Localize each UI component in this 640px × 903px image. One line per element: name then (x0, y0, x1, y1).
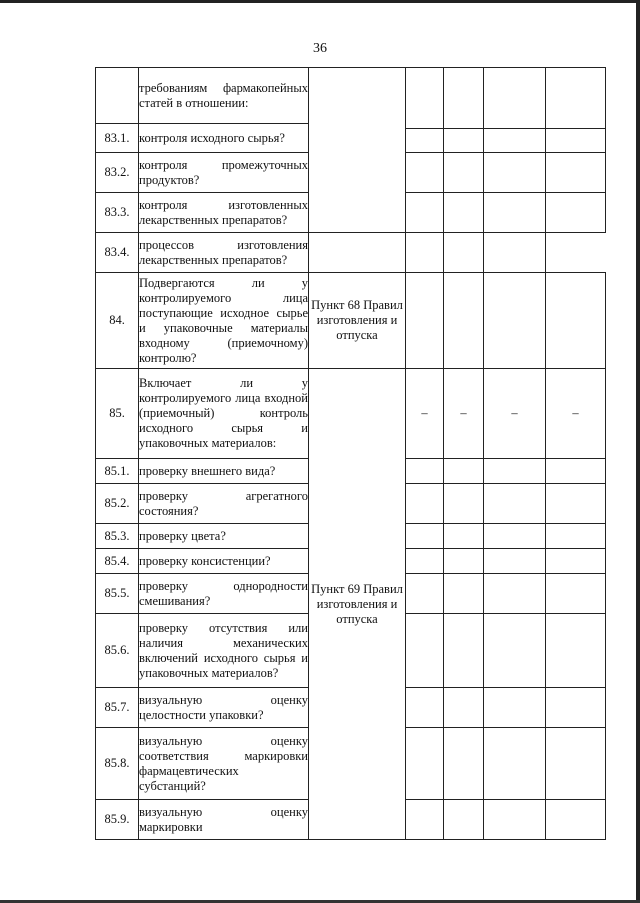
question-text: проверку внешнего вида? (139, 459, 309, 484)
answer-cell-yes[interactable] (406, 524, 444, 549)
row-number: 83.1. (96, 124, 139, 153)
answer-cell-note[interactable] (546, 549, 606, 574)
question-text: Подвергаются ли у контролируемого лица поступающие исходное сырье и упаковочные материалы входному (приемочному) контролю? (139, 273, 309, 369)
answer-cell-na[interactable] (484, 459, 546, 484)
answer-cell-yes[interactable] (406, 574, 444, 614)
table-row (96, 273, 606, 369)
row-number: 85.4. (96, 549, 139, 574)
answer-cell-no[interactable] (444, 728, 484, 800)
answer-cell-na[interactable] (484, 800, 546, 840)
answer-dash: – (406, 369, 444, 459)
row-number: 83.4. (96, 233, 139, 273)
answer-cell-no[interactable] (444, 614, 484, 688)
question-text: проверку однородности смешивания? (139, 574, 309, 614)
answer-cell-yes[interactable] (406, 549, 444, 574)
answer-cell-no[interactable] (444, 129, 484, 153)
answer-cell-yes[interactable] (406, 153, 444, 193)
answer-cell-yes[interactable] (406, 129, 444, 153)
scan-edge-top (0, 0, 640, 3)
answer-cell-note[interactable] (546, 153, 606, 193)
row-number: 85.1. (96, 459, 139, 484)
answer-cell-no[interactable] (406, 233, 444, 273)
answer-cell-na[interactable] (484, 688, 546, 728)
row-number: 85.8. (96, 728, 139, 800)
answer-cell-no[interactable] (444, 524, 484, 549)
answer-cell-no[interactable] (444, 273, 484, 369)
question-text: проверку цвета? (139, 524, 309, 549)
row-number: 85.3. (96, 524, 139, 549)
question-text: контроля изготовленных лекарственных препаратов? (139, 193, 309, 233)
answer-cell-note[interactable] (546, 688, 606, 728)
answer-cell-note[interactable] (546, 273, 606, 369)
question-text: проверку отсутствия или наличия механических включений исходного сырья и упаковочных материалов? (139, 614, 309, 688)
question-text: Включает ли у контролируемого лица входной (приемочный) контроль исходного сырья и упаковочных материалов: (139, 369, 309, 459)
answer-cell-na[interactable] (484, 273, 546, 369)
answer-cell-yes[interactable] (406, 68, 444, 129)
answer-cell-na[interactable] (484, 484, 546, 524)
question-text: контроля промежуточных продуктов? (139, 153, 309, 193)
answer-dash: – (484, 369, 546, 459)
question-text: визуальную оценку маркировки (139, 800, 309, 840)
answer-cell-na[interactable] (484, 68, 546, 129)
answer-cell-note[interactable] (546, 800, 606, 840)
answer-cell-yes[interactable] (309, 233, 406, 273)
answer-cell-note[interactable] (484, 233, 546, 273)
answer-cell-note[interactable] (546, 728, 606, 800)
scan-edge-right (636, 0, 640, 903)
answer-cell-na[interactable] (484, 614, 546, 688)
reference-cell: Пункт 69 Правил изготовления и отпуска (309, 369, 406, 840)
answer-cell-note[interactable] (546, 459, 606, 484)
question-text: визуальную оценку соответствия маркировки фармацевтических субстанций? (139, 728, 309, 800)
answer-cell-yes[interactable] (406, 800, 444, 840)
answer-cell-no[interactable] (444, 800, 484, 840)
answer-cell-note[interactable] (546, 193, 606, 233)
answer-cell-yes[interactable] (406, 614, 444, 688)
page-number: 36 (313, 41, 327, 56)
answer-cell-no[interactable] (444, 459, 484, 484)
row-number: 85. (96, 369, 139, 459)
answer-cell-no[interactable] (444, 688, 484, 728)
question-text: визуальную оценку целостности упаковки? (139, 688, 309, 728)
row-number (96, 68, 139, 124)
row-number: 83.3. (96, 193, 139, 233)
answer-cell-na[interactable] (444, 233, 484, 273)
row-number: 85.7. (96, 688, 139, 728)
answer-cell-na[interactable] (484, 129, 546, 153)
row-number: 85.6. (96, 614, 139, 688)
row-number: 83.2. (96, 153, 139, 193)
answer-cell-yes[interactable] (406, 688, 444, 728)
answer-cell-no[interactable] (444, 153, 484, 193)
answer-cell-na[interactable] (484, 193, 546, 233)
answer-cell-note[interactable] (546, 484, 606, 524)
answer-cell-note[interactable] (546, 574, 606, 614)
answer-cell-na[interactable] (484, 524, 546, 549)
answer-cell-no[interactable] (444, 549, 484, 574)
answer-dash: – (546, 369, 606, 459)
answer-cell-no[interactable] (444, 574, 484, 614)
reference-cell (309, 68, 406, 233)
answer-cell-yes[interactable] (406, 193, 444, 233)
answer-cell-na[interactable] (484, 549, 546, 574)
answer-dash: – (444, 369, 484, 459)
answer-cell-na[interactable] (484, 153, 546, 193)
question-text: требованиям фармакопейных статей в отношении: (139, 68, 309, 124)
reference-cell: Пункт 68 Правил изготовления и отпуска (309, 273, 406, 369)
row-number: 84. (96, 273, 139, 369)
answer-cell-note[interactable] (546, 614, 606, 688)
question-text: процессов изготовления лекарственных препаратов? (139, 233, 309, 273)
answer-cell-no[interactable] (444, 193, 484, 233)
answer-cell-note[interactable] (546, 68, 606, 129)
answer-cell-yes[interactable] (406, 273, 444, 369)
row-number: 85.9. (96, 800, 139, 840)
question-text: контроля исходного сырья? (139, 124, 309, 153)
answer-cell-note[interactable] (546, 524, 606, 549)
answer-cell-na[interactable] (484, 574, 546, 614)
row-number: 85.2. (96, 484, 139, 524)
table-row (96, 233, 606, 273)
checklist-table (95, 67, 606, 840)
answer-cell-note[interactable] (546, 129, 606, 153)
answer-cell-yes[interactable] (406, 459, 444, 484)
row-number: 85.5. (96, 574, 139, 614)
answer-cell-yes[interactable] (406, 484, 444, 524)
answer-cell-na[interactable] (484, 728, 546, 800)
table-row (96, 68, 606, 124)
answer-cell-yes[interactable] (406, 728, 444, 800)
answer-cell-no[interactable] (444, 68, 484, 129)
question-text: проверку агрегатного состояния? (139, 484, 309, 524)
question-text: проверку консистенции? (139, 549, 309, 574)
table-row (96, 369, 606, 459)
answer-cell-no[interactable] (444, 484, 484, 524)
